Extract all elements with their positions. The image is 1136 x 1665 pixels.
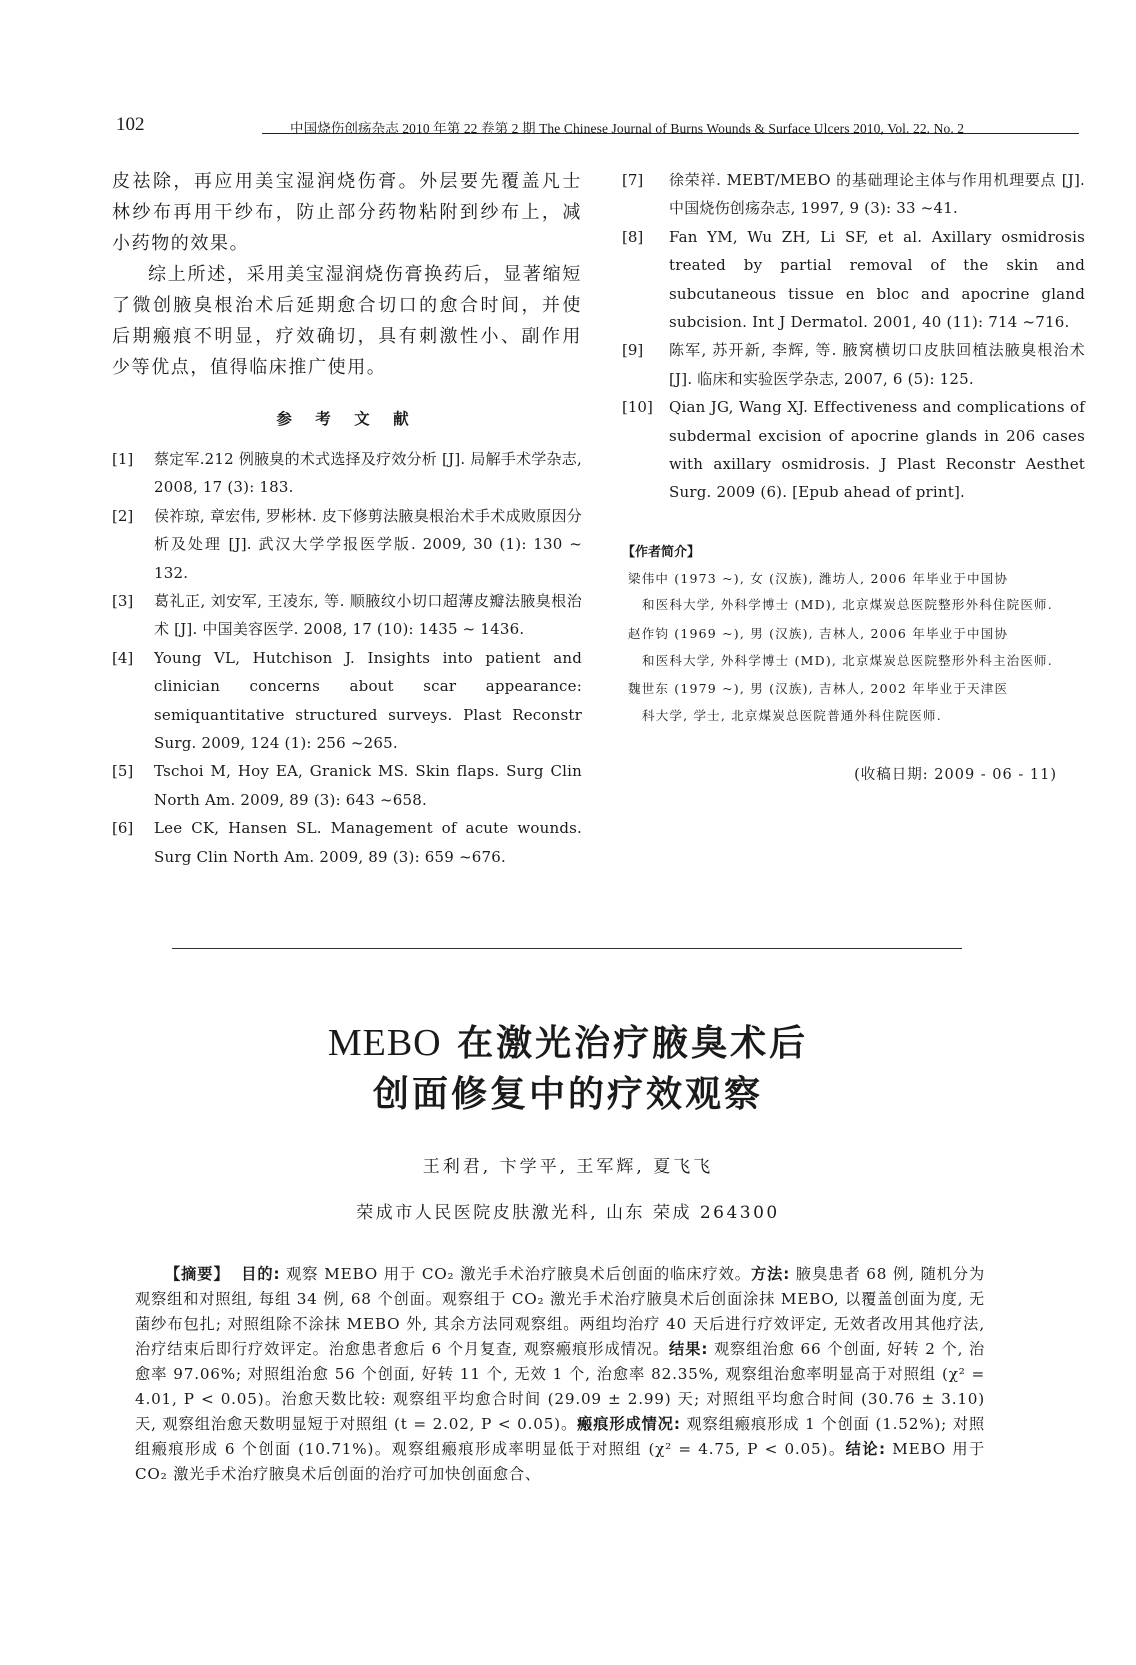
reference-item	[622, 223, 1085, 337]
conclusion-text: MEBO 用于 CO₂ 激光手术治疗腋臭术后创面的治疗可加快创面愈合、	[135, 1440, 986, 1483]
author-bio-line: 魏世东 (1979 ~), 男 (汉族), 吉林人, 2002 年毕业于天津医	[628, 681, 1009, 697]
reference-item	[112, 502, 582, 587]
reference-text: 葛礼正, 刘安军, 王凌东, 等. 顺腋纹小切口超薄皮瓣法腋臭根治术 [J]. 中国美容医学. 2008, 17 (10): 1435 ~ 1436.	[154, 592, 582, 639]
reference-number: [9]	[622, 341, 644, 360]
reference-list	[622, 166, 1085, 507]
result-label: 结果:	[669, 1340, 709, 1358]
reference-number: [3]	[112, 592, 134, 611]
running-head: 中国烧伤创疡杂志 2010 年第 22 卷第 2 期 The Chinese Journal of Burns Wounds & Surface Ulcers 2010, Vol. 22. No. 2	[290, 121, 965, 136]
reference-item	[112, 644, 582, 758]
reference-text: Tschoi M, Hoy EA, Granick MS. Skin flaps. Surg Clin North Am. 2009, 89 (3): 643 ~658.	[154, 762, 582, 809]
references-heading: 参 考 文 献	[276, 410, 418, 428]
body-paragraph: 综上所述，采用美宝湿润烧伤膏换药后，显著缩短了微创腋臭根治术后延期愈合切口的愈合时间，并使后期瘢痕不明显，疗效确切，具有刺激性小、副作用少等优点，值得临床推广使用。	[112, 264, 582, 378]
reference-text: 侯祚琼, 章宏伟, 罗彬林. 皮下修剪法腋臭根治术手术成败原因分析及处理 [J]. 武汉大学学报医学版. 2009, 30 (1): 130 ~ 132.	[154, 506, 582, 582]
author-intro-heading: 【作者简介】	[622, 544, 701, 560]
header-rule	[262, 133, 1079, 134]
reference-item	[112, 757, 582, 814]
scar-label: 瘢痕形成情况:	[577, 1415, 681, 1433]
reference-item	[622, 393, 1085, 507]
article-authors: 王利君, 卞学平, 王军辉, 夏飞飞	[422, 1157, 714, 1177]
method-label: 方法:	[750, 1265, 791, 1283]
reference-number: [2]	[112, 506, 134, 525]
reference-item	[622, 166, 1085, 223]
title-latin: MEBO	[327, 1022, 442, 1064]
page-number: 102	[116, 114, 145, 135]
author-bio	[622, 621, 1085, 674]
reference-number: [7]	[622, 171, 644, 189]
author-bio	[622, 566, 1085, 619]
reference-item	[112, 814, 582, 871]
reference-number: [1]	[112, 450, 134, 468]
author-bio-line: 和医科大学, 外科学博士 (MD), 北京煤炭总医院整形外科住院医师.	[642, 597, 1053, 613]
purpose-text: 观察 MEBO 用于 CO₂ 激光手术治疗腋臭术后创面的临床疗效。	[280, 1265, 751, 1283]
reference-text: Qian JG, Wang XJ. Effectiveness and complications of subdermal excision of apocrine glands in 206 cases with axillary osmidrosis. J Plast Reconstr Aesthet Surg. 2009 (6). [Epub ahead of print].	[669, 398, 1085, 502]
right-column	[622, 166, 1085, 784]
author-bio	[622, 676, 1085, 729]
author-bio-line: 赵作钧 (1969 ~), 男 (汉族), 吉林人, 2006 年毕业于中国协	[628, 626, 1009, 642]
abstract-label: 【摘要】	[165, 1265, 230, 1283]
reference-text: Lee CK, Hansen SL. Management of acute wounds. Surg Clin North Am. 2009, 89 (3): 659 ~676.	[154, 819, 582, 866]
reference-number: [6]	[112, 819, 134, 838]
title-line-2: 创面修复中的疗效观察	[372, 1074, 763, 1115]
left-column	[112, 166, 582, 871]
reference-number: [5]	[112, 762, 134, 781]
conclusion-label: 结论:	[845, 1440, 886, 1458]
author-intro	[622, 541, 1085, 730]
abstract	[135, 1262, 985, 1487]
received-date: (收稿日期: 2009 - 06 - 11)	[854, 767, 1057, 784]
reference-item	[112, 587, 582, 644]
title-line-1	[150, 1018, 986, 1069]
scar-text: 观察组瘢痕形成 1 个创面 (1.52%); 对照组瘢痕形成 6 个创面 (10.71%)。观察组瘢痕形成率明显低于对照组 (χ² = 4.75, P < 0.05)。	[135, 1415, 985, 1458]
result-text: 观察组治愈 66 个创面, 好转 2 个, 治愈率 97.06%; 对照组治愈 56 个创面, 好转 11 个, 无效 1 个, 治愈率 82.35%, 观察组治愈率明显高于对照组 (χ² = 4.01, P < 0.05)。治愈天数比较: 观察组平均愈合时间 (29.09 ± 2.99) 天; 对照组平均愈合时间 (30.76 ± 3.10) 天, 观察组治愈天数明显短于对照组 (t = 2.02, P < 0.05)。	[135, 1340, 985, 1433]
purpose-label: 目的:	[241, 1265, 281, 1283]
author-bio-line: 和医科大学, 外科学博士 (MD), 北京煤炭总医院整形外科主治医师.	[642, 652, 1053, 668]
reference-text: Fan YM, Wu ZH, Li SF, et al. Axillary osmidrosis treated by partial removal of the skin and subcutaneous tissue en bloc and apocrine gland subcision. Int J Dermatol. 2001, 40 (11): 714 ~716.	[669, 227, 1085, 332]
reference-number: [10]	[622, 398, 653, 417]
reference-number: [4]	[112, 648, 134, 667]
reference-item	[622, 336, 1085, 393]
article-separator	[172, 948, 962, 949]
reference-text: Young VL, Hutchison J. Insights into patient and clinician concerns about scar appearance: semiquantitative structured surveys. Plast Reconstr Surg. 2009, 124 (1): 256 ~265.	[154, 648, 582, 753]
reference-list	[112, 445, 582, 871]
reference-text: 蔡定军.212 例腋臭的术式选择及疗效分析 [J]. 局解手术学杂志, 2008, 17 (3): 183.	[154, 450, 582, 497]
author-bio-line: 梁伟中 (1973 ~), 女 (汉族), 潍坊人, 2006 年毕业于中国协	[628, 570, 1009, 586]
reference-text: 陈军, 苏开新, 李辉, 等. 腋窝横切口皮肤回植法腋臭根治术 [J]. 临床和实验医学杂志, 2007, 6 (5): 125.	[669, 341, 1085, 388]
title-cn: 在激光治疗腋臭术后	[441, 1023, 809, 1064]
reference-item	[112, 445, 582, 502]
article-title	[150, 1018, 986, 1120]
article-affiliation: 荣成市人民医院皮肤激光科, 山东 荣成 264300	[356, 1203, 780, 1223]
method-text: 腋臭患者 68 例, 随机分为观察组和对照组, 每组 34 例, 68 个创面。观察组于 CO₂ 激光手术治疗腋臭术后创面涂抹 MEBO, 以覆盖创面为度, 无菌纱布包扎; 对照组除不涂抹 MEBO 外, 其余方法同观察组。两组均治疗 40 天后进行疗效评定, 无效者改用其他疗法, 治疗结束后即行疗效评定。治愈患者愈后 6 个月复查, 观察瘢痕形成情况。	[135, 1265, 986, 1358]
author-bio-line: 科大学, 学士, 北京煤炭总医院普通外科住院医师.	[642, 707, 942, 723]
reference-number: [8]	[622, 227, 644, 246]
author-bios	[622, 566, 1085, 730]
body-paragraph: 皮祛除，再应用美宝湿润烧伤膏。外层要先覆盖凡士林纱布再用干纱布，防止部分药物粘附到纱布上，减小药物的效果。	[112, 171, 582, 254]
reference-text: 徐荣祥. MEBT/MEBO 的基础理论主体与作用机理要点 [J]. 中国烧伤创疡杂志, 1997, 9 (3): 33 ~41.	[669, 171, 1085, 218]
